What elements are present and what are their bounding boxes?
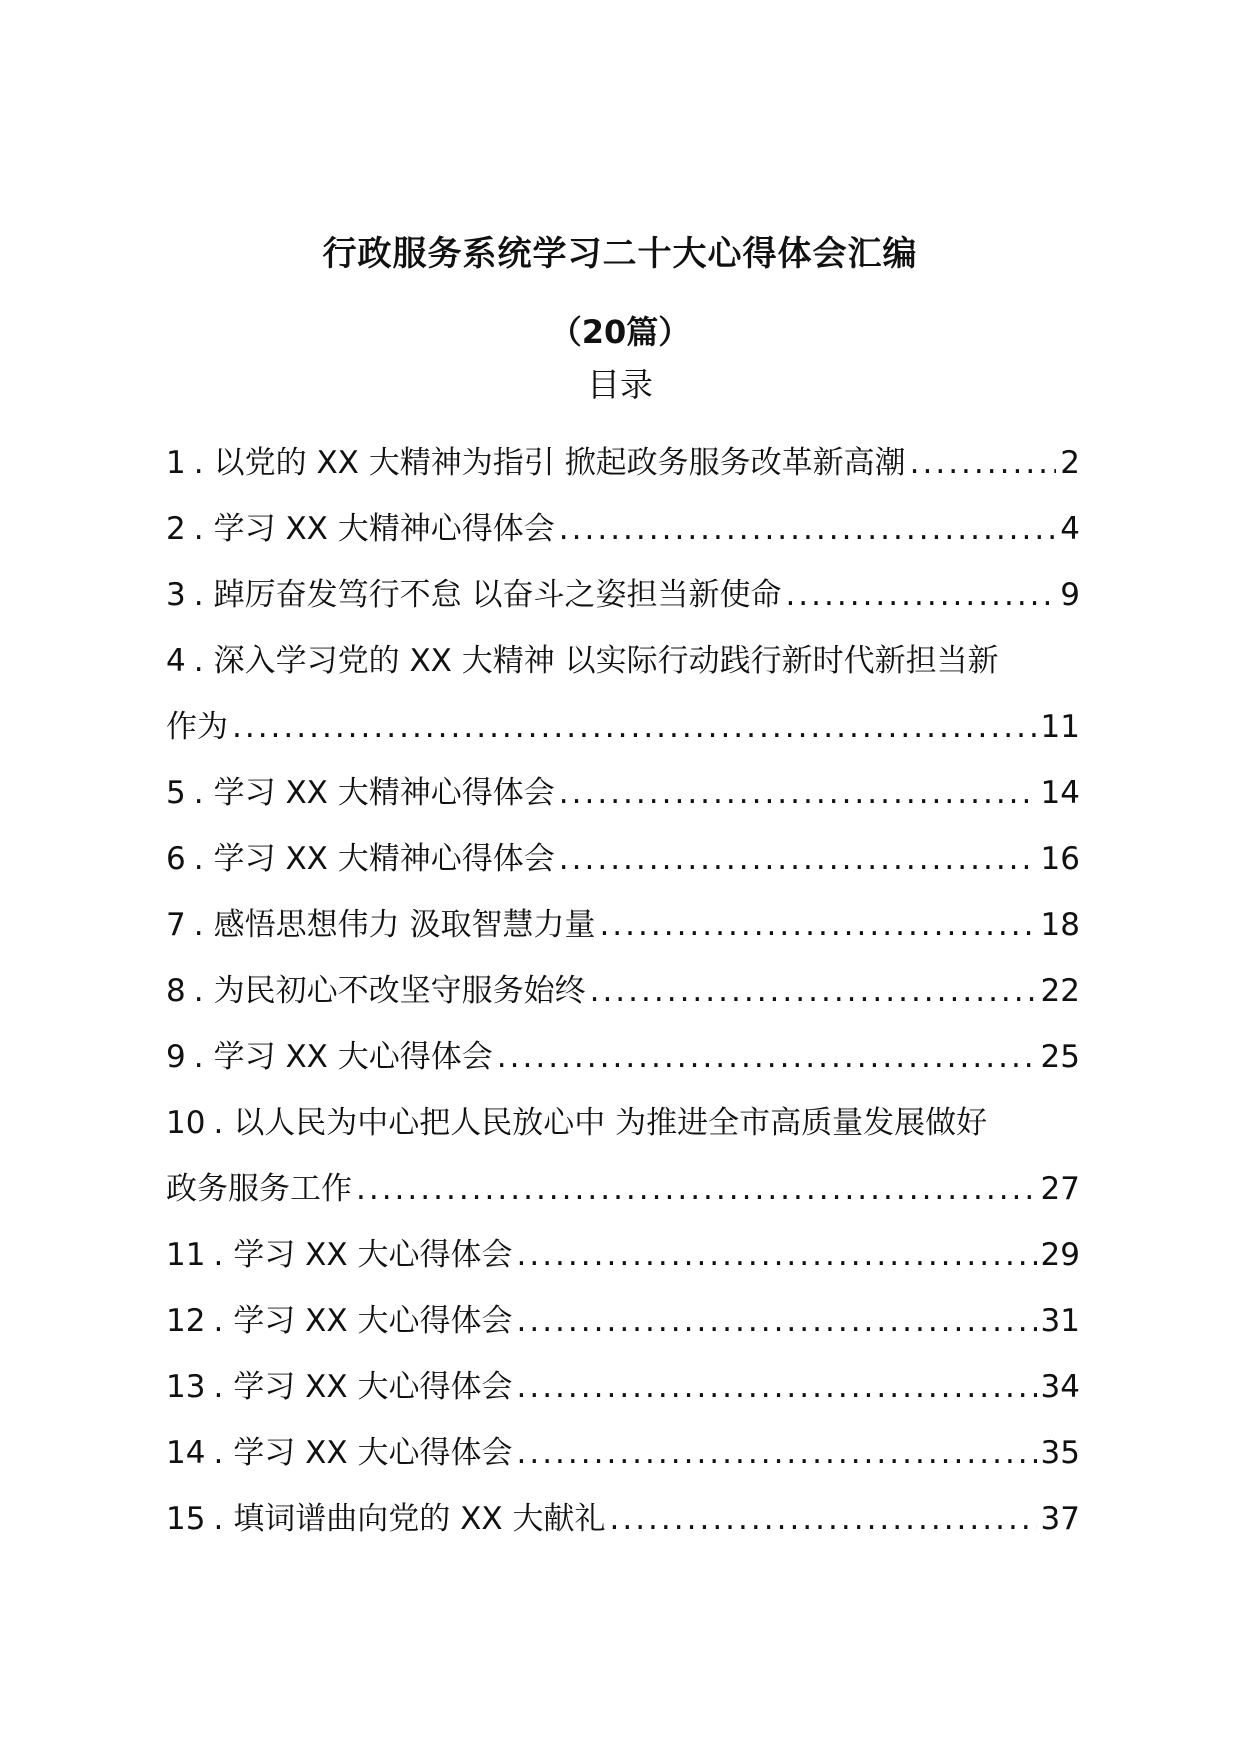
toc-entry-number: 15: [166, 1501, 206, 1537]
toc-entry[interactable]: [166, 760, 1080, 826]
toc-entry-separator: .: [193, 445, 204, 481]
toc-entry-number: 5: [166, 775, 186, 811]
toc-entry-number: 8: [166, 973, 186, 1009]
toc-leader-dots: [517, 1288, 1037, 1354]
toc-entry-number: 3: [166, 577, 186, 613]
toc-entry-title-line2: 政务服务工作: [166, 1171, 352, 1207]
toc-leader-dots: [590, 958, 1037, 1024]
toc-entry-separator: .: [193, 841, 204, 877]
toc-entry-title: 感悟思想伟力 汲取智慧力量: [213, 907, 596, 943]
toc-entry-title: 为民初心不改坚守服务始终: [213, 973, 586, 1009]
toc-entry-separator: .: [193, 973, 204, 1009]
toc-leader-dots: [232, 694, 1037, 760]
toc-leader-dots: [356, 1156, 1037, 1222]
toc-entry-continuation[interactable]: [166, 694, 1080, 760]
toc-entry-title: 学习 XX 大心得体会: [213, 1039, 493, 1075]
toc-entry-page: 9: [1060, 577, 1080, 613]
toc-entry-title: 学习 XX 大心得体会: [233, 1369, 513, 1405]
toc-entry-number: 13: [166, 1369, 206, 1405]
toc-leader-dots: [517, 1222, 1037, 1288]
toc-entry-page: 22: [1040, 973, 1080, 1009]
toc-entry-separator: .: [193, 643, 204, 679]
toc-leader-dots: [610, 1486, 1037, 1552]
toc-entry-separator: .: [213, 1303, 224, 1339]
document-subtitle: （20篇）: [549, 313, 691, 351]
toc-leader-dots: [785, 562, 1056, 628]
toc-leader-dots: [910, 430, 1057, 496]
toc-entry-number: 4: [166, 643, 186, 679]
toc-entry-separator: .: [213, 1237, 224, 1273]
toc-entry[interactable]: [166, 892, 1080, 958]
toc-leader-dots: [559, 496, 1056, 562]
toc-entry-page: 35: [1040, 1435, 1080, 1471]
toc-entry-title: 学习 XX 大精神心得体会: [213, 841, 555, 877]
toc-entry[interactable]: [166, 430, 1080, 496]
toc-entry-title-line1: 以人民为中心把人民放心中 为推进全市高质量发展做好: [233, 1105, 988, 1141]
toc-entry[interactable]: [166, 1024, 1080, 1090]
toc-entry-number: 9: [166, 1039, 186, 1075]
toc-entry-page: 14: [1040, 775, 1080, 811]
toc-entry-separator: .: [193, 1039, 204, 1075]
toc-entry-page: 11: [1040, 709, 1080, 745]
toc-entry[interactable]: [166, 1288, 1080, 1354]
toc-entry-separator: .: [213, 1105, 224, 1141]
toc-entry-page: 4: [1060, 511, 1080, 547]
toc-entry-title: 填词谱曲向党的 XX 大献礼: [233, 1501, 606, 1537]
toc-entry-separator: .: [213, 1369, 224, 1405]
toc-entry-page: 31: [1040, 1303, 1080, 1339]
toc-entry-separator: .: [213, 1501, 224, 1537]
toc-heading: 目录: [587, 365, 653, 404]
toc-entry-page: 37: [1040, 1501, 1080, 1537]
toc-entry[interactable]: [166, 496, 1080, 562]
toc-entry[interactable]: [166, 1486, 1080, 1552]
toc-entry-title: 学习 XX 大心得体会: [233, 1237, 513, 1273]
table-of-contents: [166, 430, 1080, 1552]
toc-entry[interactable]: [166, 958, 1080, 1024]
toc-entry-separator: .: [193, 511, 204, 547]
toc-entry-number: 11: [166, 1237, 206, 1273]
toc-entry-number: 14: [166, 1435, 206, 1471]
toc-entry-title: 踔厉奋发笃行不怠 以奋斗之姿担当新使命: [213, 577, 782, 613]
toc-entry[interactable]: [166, 1090, 1080, 1156]
toc-entry-number: 7: [166, 907, 186, 943]
toc-leader-dots: [559, 826, 1037, 892]
document-title: 行政服务系统学习二十大心得体会汇编: [322, 234, 918, 274]
toc-leader-dots: [599, 892, 1036, 958]
toc-entry-continuation[interactable]: [166, 1156, 1080, 1222]
toc-entry-page: 18: [1040, 907, 1080, 943]
toc-entry-title: 学习 XX 大心得体会: [233, 1303, 513, 1339]
toc-leader-dots: [559, 760, 1037, 826]
toc-entry-page: 34: [1040, 1369, 1080, 1405]
toc-entry-title: 学习 XX 大心得体会: [233, 1435, 513, 1471]
toc-entry-page: 27: [1040, 1171, 1080, 1207]
toc-entry-separator: .: [193, 907, 204, 943]
toc-entry-number: 10: [166, 1105, 206, 1141]
toc-entry[interactable]: [166, 562, 1080, 628]
toc-entry[interactable]: [166, 628, 1080, 694]
toc-entry-page: 29: [1040, 1237, 1080, 1273]
toc-entry-separator: .: [213, 1435, 224, 1471]
toc-entry[interactable]: [166, 1354, 1080, 1420]
toc-entry-page: 2: [1060, 445, 1080, 481]
toc-leader-dots: [497, 1024, 1037, 1090]
toc-entry[interactable]: [166, 826, 1080, 892]
toc-entry-number: 12: [166, 1303, 206, 1339]
toc-leader-dots: [517, 1420, 1037, 1486]
toc-entry-title-line2: 作为: [166, 709, 228, 745]
toc-entry-number: 1: [166, 445, 186, 481]
toc-entry[interactable]: [166, 1222, 1080, 1288]
toc-entry-number: 2: [166, 511, 186, 547]
toc-entry-number: 6: [166, 841, 186, 877]
toc-entry-separator: .: [193, 577, 204, 613]
toc-entry-title: 以党的 XX 大精神为指引 掀起政务服务改革新高潮: [213, 445, 906, 481]
toc-entry-title: 学习 XX 大精神心得体会: [213, 775, 555, 811]
toc-entry-page: 16: [1040, 841, 1080, 877]
toc-entry-title-line1: 深入学习党的 XX 大精神 以实际行动践行新时代新担当新: [213, 643, 999, 679]
toc-leader-dots: [517, 1354, 1037, 1420]
toc-entry-page: 25: [1040, 1039, 1080, 1075]
toc-entry[interactable]: [166, 1420, 1080, 1486]
toc-entry-separator: .: [193, 775, 204, 811]
toc-entry-title: 学习 XX 大精神心得体会: [213, 511, 555, 547]
